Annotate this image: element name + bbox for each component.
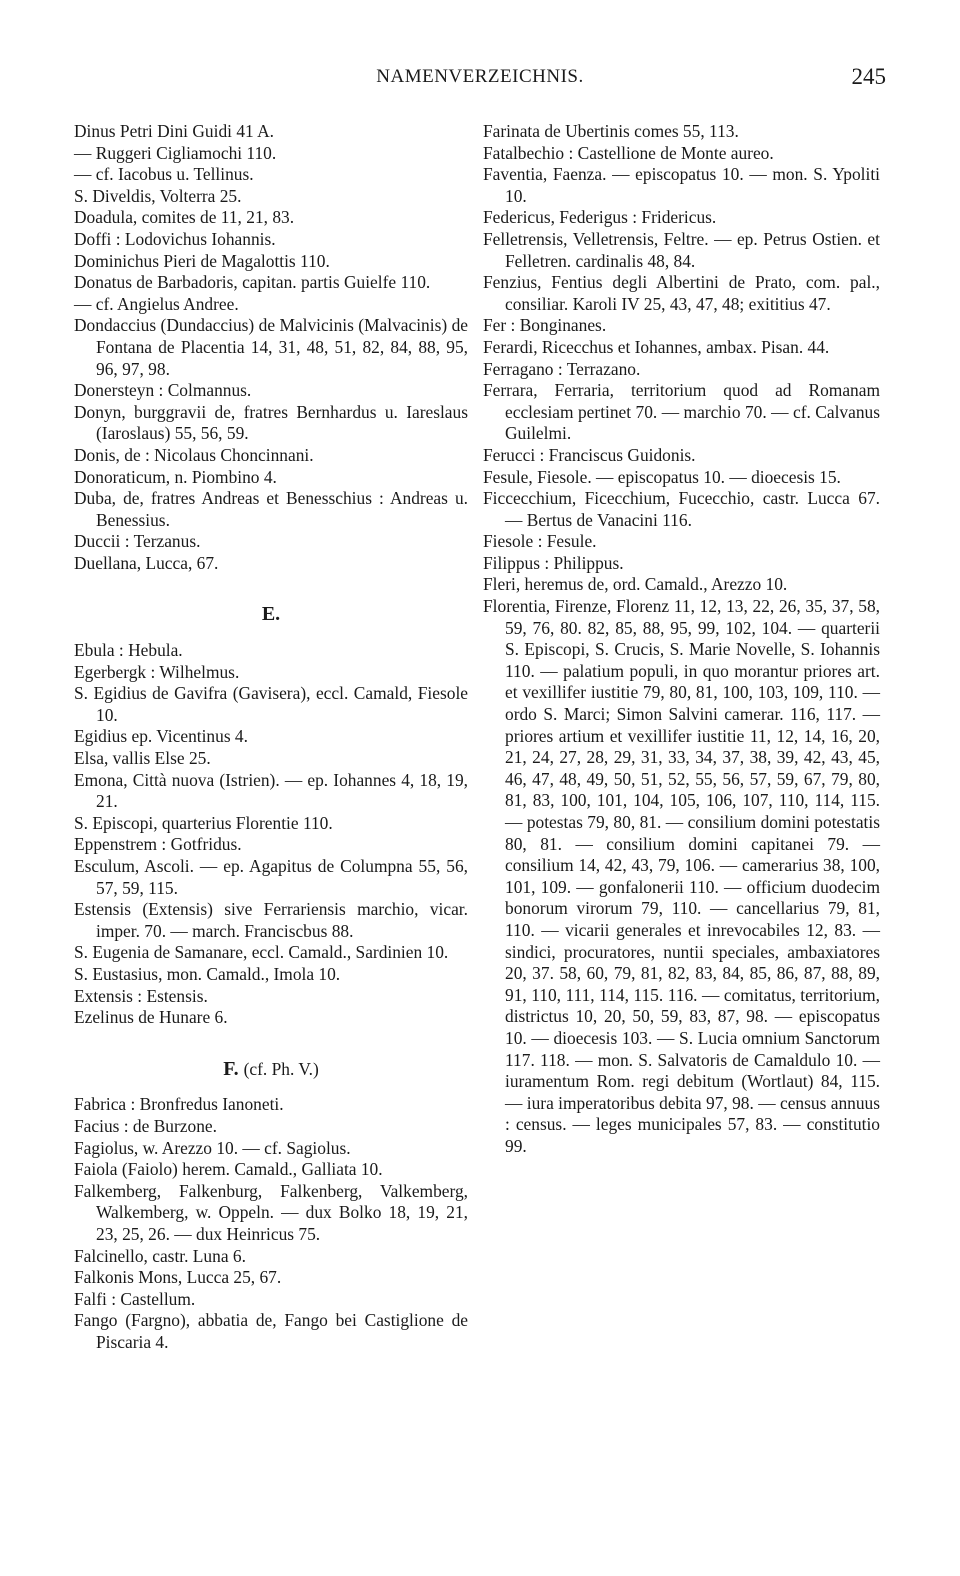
index-entry: Falfi : Castellum.	[74, 1288, 196, 1309]
index-entry: Ferragano : Terrazano.	[483, 358, 641, 379]
index-entry: Donyn, burggravii de, fratres Bernhardus u. Iareslaus (Iaroslaus) 55, 56, 59.	[74, 401, 468, 444]
index-entry: Falkemberg, Falkenburg, Falkenberg, Valkemberg, Walkemberg, w. Oppeln. — dux Bolko 18, 19, 21, 23, 25, 26. — dux Heinricus 75.	[74, 1180, 468, 1244]
index-entry: Filippus : Philippus.	[483, 552, 624, 573]
index-entry: Dominichus Pieri de Magalottis 110.	[74, 250, 330, 271]
index-entry: Eppenstrem : Gotfridus.	[74, 834, 242, 855]
page-number: 245	[851, 64, 886, 89]
index-entry: Ferucci : Franciscus Guidonis.	[483, 444, 696, 465]
index-entry: Doadula, comites de 11, 21, 83.	[74, 207, 295, 228]
index-entry: Ficcecchium, Ficecchium, Fucecchio, castr. Lucca 67. — Bertus de Vanacini 116.	[483, 488, 880, 530]
index-entry: Fango (Fargno), abbatia de, Fango bei Castiglione de Piscaria 4.	[74, 1310, 468, 1352]
index-entry: Dinus Petri Dini Guidi 41 A.	[74, 121, 275, 141]
index-entry: Esculum, Ascoli. — ep. Agapitus de Columpna 55, 56, 57, 59, 115.	[74, 856, 468, 898]
index-entry: Elsa, vallis Else 25.	[74, 748, 211, 769]
index-entry: Faventia, Faenza. — episcopatus 10. — mon. S. Ypoliti 10.	[483, 164, 880, 206]
index-entry: Fenzius, Fentius degli Albertini de Prato, com. pal., consiliar. Karoli IV 25, 43, 47, 48; exititius 47.	[483, 272, 880, 314]
index-entry: Felletrensis, Velletrensis, Feltre. — ep. Petrus Ostien. et Felletren. cardinalis 48, 84.	[483, 228, 880, 271]
index-entry: Florentia, Firenze, Florenz 11, 12, 13, 22, 26, 35, 37, 58, 59, 76, 80. 82, 85, 88, 95, 99, 102, 104. — quarterii S. Episcopi, S. Crucis, S. Marie Novelle, S. Iohannis 110. — palatium populi, in quo morantur priores art. et vexillifer iustitie 79, 80, 81, 100, 103, 109, 110. — ordo S. Marci; Simon Salvini camerar. 116, 117. — priores artium et vexillifer iustitie 11, 12, 14, 16, 20, 21, 24, 27, 28, 29, 31, 33, 34, 37, 38, 39, 42, 43, 45, 46, 47, 48, 49, 50, 51, 52, 55, 56, 57, 59, 67, 79, 80, 81, 83, 100, 101, 104, 105, 106, 107, 110, 114, 115. — potestas 79, 80, 81. — consilium domini potestatis 80, 81. — consilium domini capitanei 79. — consilium 14, 42, 43, 79, 106. — camerarius 38, 100, 101, 109. — gonfalonerii 110. — officium duodecim bonorum virorum 79, 110. — cancellarius 79, 81, 110. — vicarii generales et inrevocabiles 12, 83. — sindici, procuratores, nuntii speciales, ambaxiatores 20, 37. 58, 60, 79, 81, 82, 83, 84, 85, 86, 87, 88, 89, 91, 110, 111, 114, 115. 116. — comitatus, territorium, districtus 10, 20, 50, 59, 83, 87, 98. — episcopatus 10. — dioecesis 103. — S. Lucia omnium Sanctorum 117. 118. — mon. S. Salvatoris de Camaldulo 10. — iuramentum Rom. regi debitum (Wortlaut) 84, 115. — iura imperatoribus debita 97, 98. — census annuus : census. — leges municipales 57, 83. — constitutio 99.	[483, 596, 880, 1156]
index-entry: Emona, Città nuova (Istrien). — ep. Iohannes 4, 18, 19, 21.	[74, 769, 468, 812]
section-heading-f	[74, 1059, 468, 1081]
entries-f	[74, 1094, 468, 1353]
index-entry: Falkonis Mons, Lucca 25, 67.	[74, 1267, 282, 1288]
index-entry: Farinata de Ubertinis comes 55, 113.	[483, 121, 739, 141]
index-entry: Egerbergk : Wilhelmus.	[74, 661, 240, 682]
index-entry: S. Eustasius, mon. Camald., Imola 10.	[74, 963, 341, 984]
heading-f-letter: F.	[223, 1057, 239, 1080]
index-entry: Fleri, heremus de, ord. Camald., Arezzo 10.	[483, 574, 788, 595]
index-entry: Extensis : Estensis.	[74, 985, 208, 1006]
index-entry: S. Diveldis, Volterra 25.	[74, 185, 242, 206]
index-entry: Estensis (Extensis) sive Ferrariensis marchio, vicar. imper. 70. — march. Franciscbus 88.	[74, 899, 468, 941]
index-entry: Doffi : Lodovichus Iohannis.	[74, 228, 276, 249]
page-header	[74, 62, 886, 92]
index-entry: Donoraticum, n. Piombino 4.	[74, 466, 277, 487]
index-entry: Donatus de Barbadoris, capitan. partis Guielfe 110.	[74, 272, 431, 293]
index-entry: Ebula : Hebula.	[74, 640, 183, 661]
left-column	[74, 121, 468, 1353]
index-entry: — Ruggeri Cigliamochi 110.	[74, 142, 277, 163]
index-entry: Fiesole : Fesule.	[483, 531, 597, 552]
index-entry: Fagiolus, w. Arezzo 10. — cf. Sagiolus.	[74, 1137, 351, 1158]
index-entry: Duellana, Lucca, 67.	[74, 552, 219, 573]
entries-e	[74, 640, 468, 1029]
index-entry: Ezelinus de Hunare 6.	[74, 1007, 228, 1028]
index-entry: Fatalbechio : Castellione de Monte aureo.	[483, 142, 774, 163]
index-entry: Ferardi, Ricecchus et Iohannes, ambax. Pisan. 44.	[483, 336, 830, 357]
column-divider	[475, 121, 476, 1481]
right-column	[483, 121, 880, 1158]
heading-f-note: (cf. Ph. V.)	[243, 1058, 319, 1079]
index-entry: — cf. Iacobus u. Tellinus.	[74, 164, 254, 185]
index-entry: Duccii : Terzanus.	[74, 531, 201, 552]
heading-e-letter: E.	[261, 603, 281, 626]
entries-d	[74, 121, 468, 574]
index-entry: — cf. Angielus Andree.	[74, 293, 239, 314]
index-entry: S. Egidius de Gavifra (Gavisera), eccl. Camald, Fiesole 10.	[74, 683, 468, 725]
index-entry: Fesule, Fiesole. — episcopatus 10. — dioecesis 15.	[483, 466, 841, 487]
entries-right	[483, 121, 880, 1158]
index-entry: Fer : Bonginanes.	[483, 315, 607, 336]
section-heading-e	[74, 604, 468, 626]
index-entry: Ferrara, Ferraria, territorium quod ad Romanam ecclesiam pertinet 70. — marchio 70. — cf. Calvanus Guilelmi.	[483, 380, 880, 444]
index-entry: Falcinello, castr. Luna 6.	[74, 1245, 246, 1266]
index-entry: Dondaccius (Dundaccius) de Malvicinis (Malvacinis) de Fontana de Placentia 14, 31, 48, 51, 82, 84, 88, 95, 96, 97, 98.	[74, 315, 468, 379]
index-entry: S. Eugenia de Samanare, eccl. Camald., Sardinien 10.	[74, 942, 449, 963]
index-entry: Donersteyn : Colmannus.	[74, 380, 252, 401]
index-entry: S. Episcopi, quarterius Florentie 110.	[74, 812, 333, 833]
index-entry: Facius : de Burzone.	[74, 1115, 217, 1136]
index-entry: Duba, de, fratres Andreas et Benesschius : Andreas u. Benessius.	[74, 488, 468, 530]
index-entry: Fabrica : Bronfredus Ianoneti.	[74, 1094, 284, 1115]
index-entry: Faiola (Faiolo) herem. Camald., Galliata 10.	[74, 1159, 383, 1180]
index-entry: Egidius ep. Vicentinus 4.	[74, 726, 248, 747]
running-title: NAMENVERZEICHNIS.	[376, 66, 584, 87]
index-entry: Donis, de : Nicolaus Choncinnani.	[74, 444, 314, 465]
index-entry: Federicus, Federigus : Fridericus.	[483, 207, 717, 228]
